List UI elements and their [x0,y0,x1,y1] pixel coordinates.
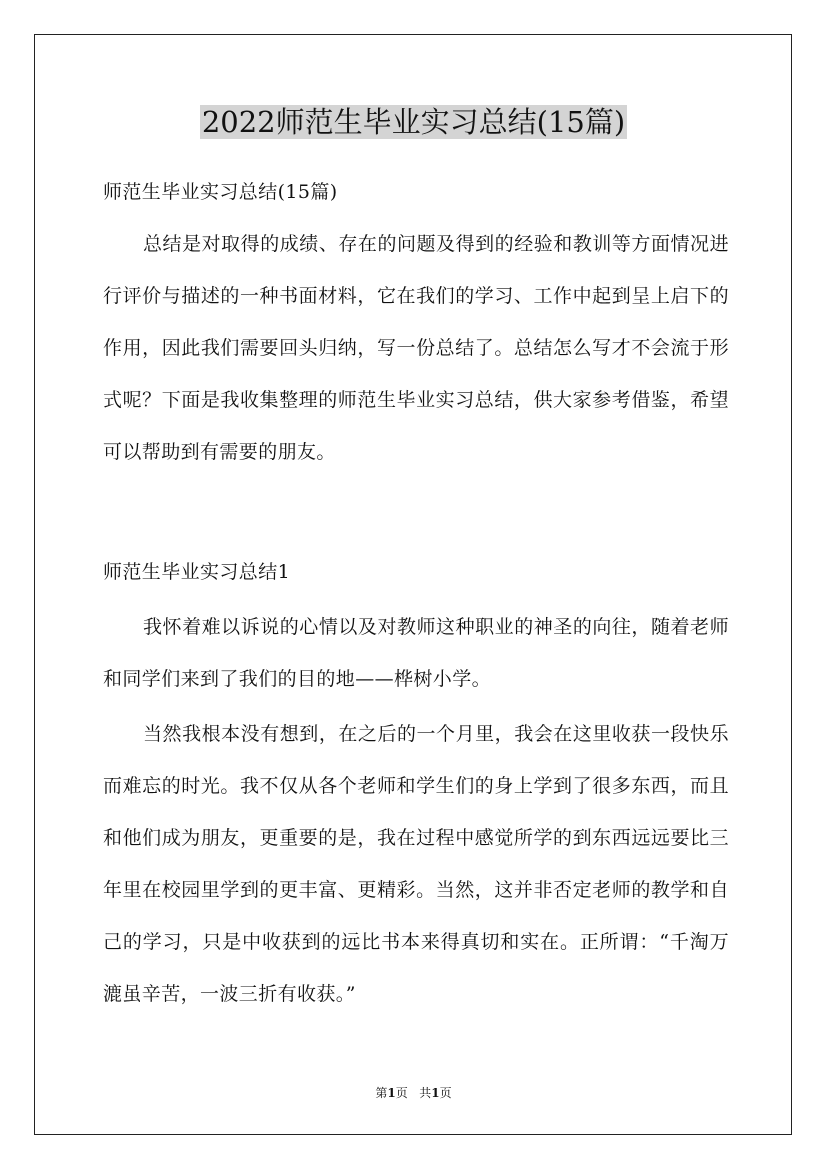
footer-total-suffix: 页 [439,1086,452,1100]
footer-total-number: 1 [431,1086,440,1100]
paragraph-1: 我怀着难以诉说的心情以及对教师这种职业的神圣的向往，随着老师和同学们来到了我们的目的地——桦树小学。 [103,616,729,690]
footer-page-suffix: 页 [395,1086,408,1100]
footer-page-number: 1 [387,1086,396,1100]
page-footer [0,1085,827,1101]
document-title [0,100,827,144]
intro-paragraph: 总结是对取得的成绩、存在的问题及得到的经验和教训等方面情况进行评价与描述的一种书面材料，它在我们的学习、工作中起到呈上启下的作用，因此我们需要回头归纳，写一份总结了。总结怎么写才不会流于形式呢？下面是我收集整理的师范生毕业实习总结，供大家参考借鉴，希望可以帮助到有需要的朋友。 [103,233,729,463]
document-title-text: 2022师范生毕业实习总结(15篇) [201,105,626,139]
paragraph-2: 当然我根本没有想到，在之后的一个月里，我会在这里收获一段快乐而难忘的时光。我不仅从各个老师和学生们的身上学到了很多东西，而且和他们成为朋友，更重要的是，我在过程中感觉所学的到东西远远要比三年里在校园里学到的更丰富、更精彩。当然，这并非否定老师的教学和自己的学习，只是中收获到的远比书本来得真切和实在。正所谓：“千淘万漉虽辛苦，一波三折有收获。” [103,723,729,1005]
footer-page-prefix: 第 [375,1086,388,1100]
section-heading: 师范生毕业实习总结1 [103,561,291,583]
document-subtitle: 师范生毕业实习总结(15篇) [103,181,338,203]
footer-total-prefix: 共 [419,1086,432,1100]
